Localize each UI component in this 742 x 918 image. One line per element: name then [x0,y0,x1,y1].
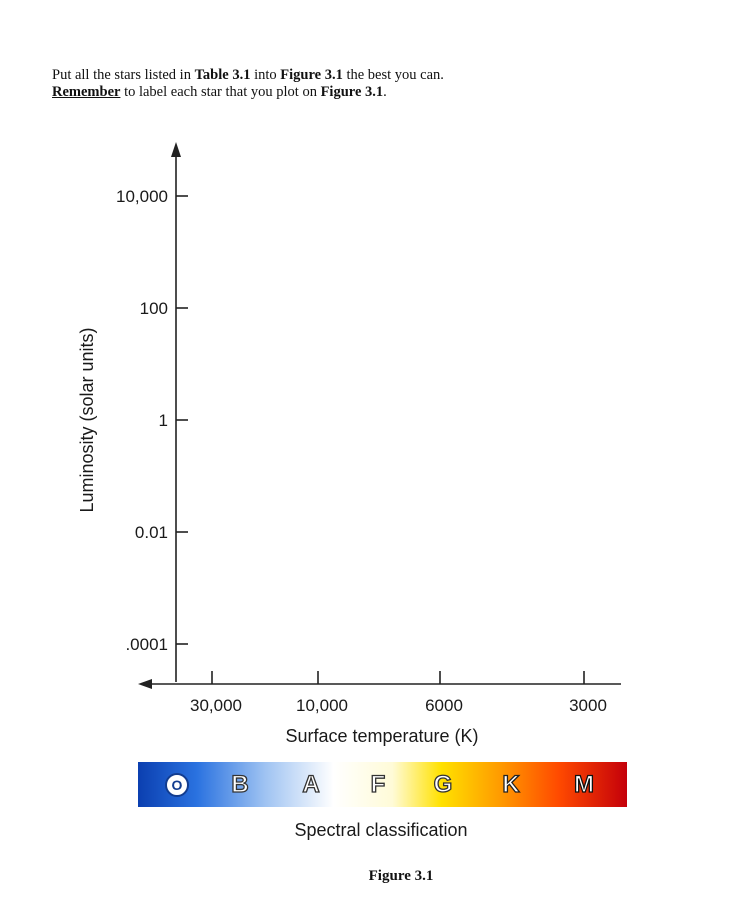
x-tick-label: 3000 [569,696,607,715]
table-reference: Table 3.1 [194,67,251,83]
x-tick-group [190,671,607,715]
y-tick-label: 100 [139,299,168,318]
figure-reference: Figure 3.1 [320,84,384,100]
x-tick-label: 6000 [425,696,463,715]
spectral-class-label: A [302,771,320,798]
spectral-class-label: G [433,771,453,798]
figure-caption: Figure 3.1 [368,868,434,884]
spectral-classification-bar [138,762,627,807]
x-tick-label: 10,000 [296,696,348,715]
spectral-class-o-badge: O [165,773,189,797]
spectral-class-label: F [370,771,386,798]
y-axis-label: Luminosity (solar units) [77,327,97,513]
spectral-classification-title: Spectral classification [294,820,468,840]
y-tick-label: 1 [158,411,168,430]
spectral-class-label: K [502,771,520,798]
y-tick-label: .0001 [125,635,168,654]
remember-emphasis: Remember [52,84,121,100]
y-tick-group [116,187,188,654]
y-tick-label: 10,000 [116,187,168,206]
instruction-text: . [383,84,387,100]
y-axis-arrow-icon [171,142,181,157]
spectral-class-label: M [574,771,594,798]
spectral-class-label: B [231,771,249,798]
instruction-text: Put all the stars listed in [52,67,195,83]
figure-reference: Figure 3.1 [280,67,343,83]
y-tick-label: 0.01 [134,523,168,542]
x-axis-arrow-icon [138,679,152,689]
x-axis-label: Surface temperature (K) [285,726,479,746]
instruction-text: into [250,67,281,83]
instruction-text: the best you can. [342,67,444,83]
x-tick-label: 30,000 [190,696,242,715]
instruction-text: to label each star that you plot on [120,84,321,100]
